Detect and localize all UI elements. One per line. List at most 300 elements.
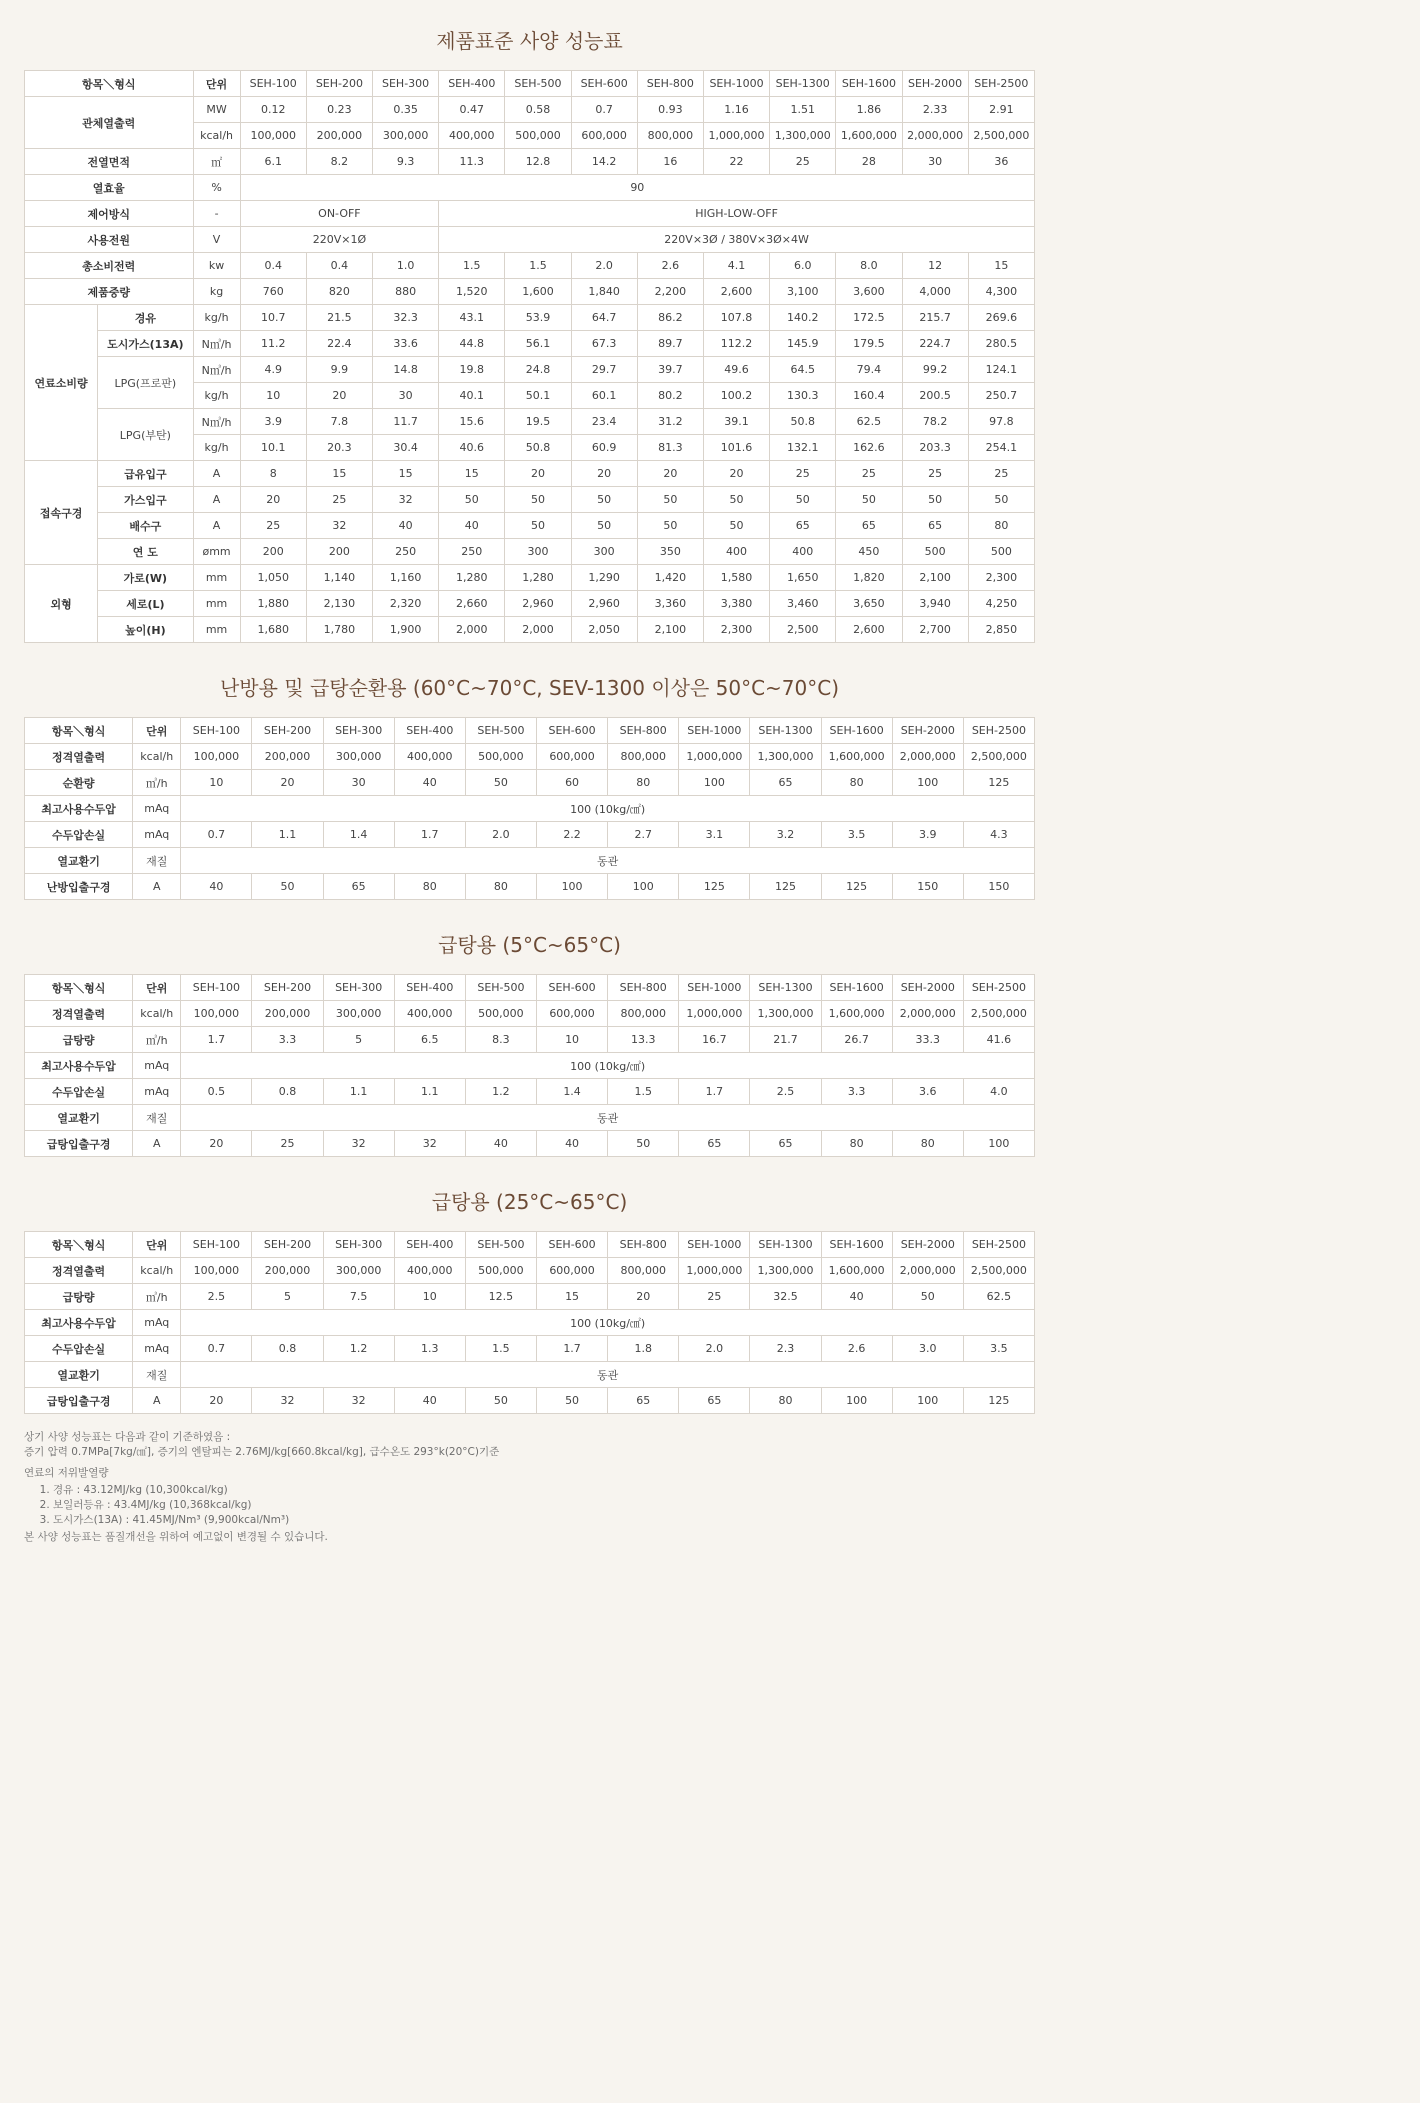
table-cell: 2,500,000 [963,744,1034,770]
table-cell: 50 [968,487,1034,513]
table-row [25,513,1035,539]
table-row [25,279,1035,305]
table-cell: 65 [750,770,821,796]
table-cell: 100 (10kg/㎠) [181,1310,1035,1336]
row-label: 사용전원 [25,227,194,253]
table-cell: 16 [637,149,703,175]
unit-cell: A [193,513,240,539]
table-cell: 130.3 [770,383,836,409]
table-cell: 80 [821,1131,892,1157]
table-cell: 7.8 [306,409,372,435]
table-cell: 125 [963,1388,1034,1414]
row-label: 수두압손실 [25,822,133,848]
table-cell: 140.2 [770,305,836,331]
row-label: 열효율 [25,175,194,201]
table-cell: 15 [537,1284,608,1310]
table-cell: 39.7 [637,357,703,383]
row-label: 열교환기 [25,1105,133,1131]
table-cell: 1.2 [465,1079,536,1105]
table-cell: 2.6 [637,253,703,279]
table-cell: 30 [902,149,968,175]
table-cell: 172.5 [836,305,902,331]
sub-label: 가스입구 [98,487,193,513]
table-cell: 80 [968,513,1034,539]
table-cell: 250 [373,539,439,565]
table-row [25,487,1035,513]
table-cell: 32 [323,1388,394,1414]
table-cell: 43.1 [439,305,505,331]
table-cell: 8 [240,461,306,487]
table-cell: 1,600,000 [821,1001,892,1027]
table-cell: 2.0 [571,253,637,279]
unit-cell: V [193,227,240,253]
table-cell: 203.3 [902,435,968,461]
table-cell: 25 [306,487,372,513]
table-cell: 23.4 [571,409,637,435]
table-cell: 2.5 [181,1284,252,1310]
table-cell: 2,000,000 [892,744,963,770]
table-cell: 250 [439,539,505,565]
header-model: SEH-200 [252,975,323,1001]
table-cell: 400 [770,539,836,565]
unit-cell: mm [193,591,240,617]
table-cell: 500,000 [465,1258,536,1284]
table-cell: 400,000 [394,1258,465,1284]
unit-cell: kcal/h [133,744,181,770]
table-cell: 동관 [181,1105,1035,1131]
table-row [25,1336,1035,1362]
table-cell: 33.6 [373,331,439,357]
table-cell: 80 [892,1131,963,1157]
table-cell: 50 [537,1388,608,1414]
unit-cell: kg/h [193,435,240,461]
table-cell: 1,680 [240,617,306,643]
header-corner: 항목＼형식 [25,71,194,97]
table-row [25,1232,1035,1258]
table-cell: 81.3 [637,435,703,461]
table-cell: 79.4 [836,357,902,383]
table-cell: 50 [465,770,536,796]
table-cell: 0.58 [505,97,571,123]
header-model: SEH-400 [394,975,465,1001]
table-cell: 220V×3Ø / 380V×3Ø×4W [439,227,1035,253]
header-model: SEH-300 [373,71,439,97]
table-cell: 2,320 [373,591,439,617]
table-cell: 0.4 [240,253,306,279]
sub-label: LPG(부탄) [98,409,193,461]
heating-value-item: 3. 도시가스(13A) : 41.45MJ/Nm³ (9,900kcal/Nm³) [53,1513,1035,1528]
table-cell: 9.9 [306,357,372,383]
table-cell: 220V×1Ø [240,227,439,253]
table-cell: 1,600,000 [821,744,892,770]
table-cell: 4,000 [902,279,968,305]
table-cell: 1,600 [505,279,571,305]
table-cell: 25 [836,461,902,487]
table-cell: 2,700 [902,617,968,643]
table-cell: 64.7 [571,305,637,331]
table-cell: 3,360 [637,591,703,617]
table-cell: 67.3 [571,331,637,357]
header-unit: 단위 [133,1232,181,1258]
table-cell: 65 [902,513,968,539]
table-cell: 100.2 [703,383,769,409]
header-model: SEH-500 [505,71,571,97]
header-model: SEH-600 [537,1232,608,1258]
table-cell: 50 [505,487,571,513]
table-cell: 100,000 [181,1258,252,1284]
table-cell: 12 [902,253,968,279]
table-cell: 40 [373,513,439,539]
table-cell: 40.1 [439,383,505,409]
table-cell: 60 [537,770,608,796]
table-cell: 14.2 [571,149,637,175]
table-cell: 800,000 [608,744,679,770]
table-cell: 150 [892,874,963,900]
table-cell: 20 [637,461,703,487]
table-cell: 32 [306,513,372,539]
table-cell: 50 [252,874,323,900]
table-cell: 0.23 [306,97,372,123]
table-cell: 1,000,000 [679,1258,750,1284]
table-cell: 60.1 [571,383,637,409]
table-cell: 1,900 [373,617,439,643]
table-cell: 1,820 [836,565,902,591]
table-cell: 8.0 [836,253,902,279]
table-cell: 125 [750,874,821,900]
table-cell: 1.5 [439,253,505,279]
table-cell: 50 [571,513,637,539]
header-model: SEH-400 [439,71,505,97]
table-cell: HIGH-LOW-OFF [439,201,1035,227]
header-model: SEH-2000 [892,975,963,1001]
table-cell: 4.9 [240,357,306,383]
table-cell: 1,000,000 [679,744,750,770]
table-cell: 400,000 [394,744,465,770]
table-cell: 25 [679,1284,750,1310]
table-cell: 25 [902,461,968,487]
table-cell: 7.5 [323,1284,394,1310]
table-cell: 14.8 [373,357,439,383]
table-cell: 300,000 [373,123,439,149]
unit-cell: kg/h [193,383,240,409]
table-cell: 31.2 [637,409,703,435]
unit-cell: mAq [133,796,181,822]
header-model: SEH-1300 [750,1232,821,1258]
table-cell: 1.5 [465,1336,536,1362]
header-model: SEH-200 [306,71,372,97]
table-cell: 2.0 [465,822,536,848]
unit-cell: - [193,201,240,227]
sub-label: 급유입구 [98,461,193,487]
unit-cell: A [133,1131,181,1157]
table-cell: 97.8 [968,409,1034,435]
row-label: 최고사용수두압 [25,1053,133,1079]
table-row [25,331,1035,357]
table-cell: 1.2 [323,1336,394,1362]
table-cell: 4.1 [703,253,769,279]
table-cell: 65 [608,1388,679,1414]
unit-cell: mAq [133,1053,181,1079]
note-steam: 증기 압력 0.7MPa[7kg/㎠], 증기의 엔탈피는 2.76MJ/kg[660.8kcal/kg], 급수온도 293°k(20°C)기준 [24,1446,500,1458]
table-cell: 107.8 [703,305,769,331]
unit-cell: N㎥/h [193,357,240,383]
table-cell: 32 [373,487,439,513]
table-cell: 1.5 [505,253,571,279]
unit-cell: A [193,487,240,513]
table-cell: 20 [252,770,323,796]
table-cell: 1.0 [373,253,439,279]
header-unit: 단위 [193,71,240,97]
table-cell: 600,000 [571,123,637,149]
row-label: 급탕입출구경 [25,1131,133,1157]
table-cell: 2,100 [637,617,703,643]
table-row [25,1362,1035,1388]
table-cell: 100,000 [181,744,252,770]
table-cell: 13.3 [608,1027,679,1053]
table-cell: 500,000 [465,744,536,770]
table-cell: 600,000 [537,1001,608,1027]
table-cell: 162.6 [836,435,902,461]
hotwater-5-65-table [24,974,1035,1157]
unit-cell: kw [193,253,240,279]
table-cell: 0.7 [181,1336,252,1362]
table-cell: 53.9 [505,305,571,331]
unit-cell: kcal/h [193,123,240,149]
table-cell: 2.5 [750,1079,821,1105]
table-cell: 1,160 [373,565,439,591]
header-corner: 항목＼형식 [25,1232,133,1258]
sub-label: 세로(L) [98,591,193,617]
header-model: SEH-800 [637,71,703,97]
header-model: SEH-500 [465,718,536,744]
unit-cell: A [193,461,240,487]
header-model: SEH-600 [537,718,608,744]
row-label: 정격열출력 [25,744,133,770]
table-cell: 80 [465,874,536,900]
table-cell: 0.5 [181,1079,252,1105]
table-cell: 3.9 [892,822,963,848]
heating-table [24,717,1035,900]
table-cell: 2.3 [750,1336,821,1362]
table-cell: 0.35 [373,97,439,123]
table-cell: 56.1 [505,331,571,357]
table-cell: 64.5 [770,357,836,383]
table-cell: 0.8 [252,1079,323,1105]
table-cell: 600,000 [537,1258,608,1284]
table-cell: 50 [505,513,571,539]
table-cell: 6.1 [240,149,306,175]
table-cell: 2,500 [770,617,836,643]
row-label: 정격열출력 [25,1258,133,1284]
group-label: 연료소비량 [25,305,98,461]
table-cell: 200 [240,539,306,565]
table-cell: 65 [750,1131,821,1157]
table-cell: 200 [306,539,372,565]
table-cell: 65 [770,513,836,539]
table-cell: 40 [537,1131,608,1157]
table-cell: 15 [306,461,372,487]
row-label: 열교환기 [25,848,133,874]
heating-value-list [24,1483,1035,1528]
table-cell: 39.1 [703,409,769,435]
table-cell: 250.7 [968,383,1034,409]
table-cell: 1,300,000 [750,1001,821,1027]
header-model: SEH-1000 [679,975,750,1001]
row-label: 총소비전력 [25,253,194,279]
table-cell: 12.5 [465,1284,536,1310]
table-cell: 125 [679,874,750,900]
table-cell: 0.8 [252,1336,323,1362]
note-heating-value-title: 연료의 저위발열량 [24,1467,109,1479]
header-model: SEH-1300 [750,718,821,744]
table-row [25,253,1035,279]
table-row [25,357,1035,383]
table-cell: 80 [608,770,679,796]
table-cell: 100 [892,1388,963,1414]
row-label: 수두압손실 [25,1079,133,1105]
table-cell: 19.8 [439,357,505,383]
table-cell: 3.3 [252,1027,323,1053]
row-label: 난방입출구경 [25,874,133,900]
table-cell: 20 [703,461,769,487]
table-cell: 동관 [181,848,1035,874]
table-row [25,1284,1035,1310]
unit-cell: MW [193,97,240,123]
table-cell: 4.3 [963,822,1034,848]
row-label: 급탕량 [25,1284,133,1310]
table-cell: 300 [505,539,571,565]
table-cell: 3.9 [240,409,306,435]
table-cell: 41.6 [963,1027,1034,1053]
table-cell: 5 [252,1284,323,1310]
table-cell: 100,000 [181,1001,252,1027]
table-row [25,770,1035,796]
table-row [25,409,1035,435]
table-cell: 6.5 [394,1027,465,1053]
table-cell: 3.0 [892,1336,963,1362]
table-cell: 65 [836,513,902,539]
table-cell: 1.7 [679,1079,750,1105]
table-cell: 1,300,000 [750,1258,821,1284]
row-label: 제어방식 [25,201,194,227]
sub-label: 높이(H) [98,617,193,643]
table-cell: 40 [394,1388,465,1414]
table-cell: 2,000,000 [892,1001,963,1027]
table-cell: 1,880 [240,591,306,617]
table-cell: 2,000,000 [892,1258,963,1284]
header-model: SEH-2500 [963,975,1034,1001]
table-cell: 820 [306,279,372,305]
table-cell: 40 [181,874,252,900]
table-row [25,617,1035,643]
table-cell: 50 [571,487,637,513]
table-cell: 80.2 [637,383,703,409]
table-cell: 2,500,000 [963,1258,1034,1284]
table-cell: 65 [323,874,394,900]
footnotes [24,1430,1035,1545]
header-model: SEH-800 [608,718,679,744]
table-cell: 1,280 [505,565,571,591]
heating-value-item: 1. 경유 : 43.12MJ/kg (10,300kcal/kg) [53,1483,1035,1498]
unit-cell: ㎥/h [133,770,181,796]
header-model: SEH-800 [608,975,679,1001]
table-row [25,975,1035,1001]
table-cell: ON-OFF [240,201,439,227]
table-cell: 1.7 [181,1027,252,1053]
table-cell: 25 [240,513,306,539]
table-cell: 0.7 [571,97,637,123]
table-cell: 1,600,000 [836,123,902,149]
table-cell: 1.86 [836,97,902,123]
table-cell: 50 [703,487,769,513]
table-row [25,1105,1035,1131]
table-cell: 20 [608,1284,679,1310]
header-model: SEH-200 [252,718,323,744]
unit-cell: % [193,175,240,201]
unit-cell: mm [193,617,240,643]
table-row [25,1053,1035,1079]
header-model: SEH-2000 [902,71,968,97]
unit-cell: ㎥/h [133,1027,181,1053]
table-row [25,1258,1035,1284]
table-cell: 30 [323,770,394,796]
hotwater-25-65-table-title: 급탕용 (25°C~65°C) [431,1190,628,1214]
table-row [25,1310,1035,1336]
table-cell: 112.2 [703,331,769,357]
table-cell: 80 [750,1388,821,1414]
table-cell: 89.7 [637,331,703,357]
table-cell: 500 [902,539,968,565]
table-cell: 215.7 [902,305,968,331]
table-row [25,796,1035,822]
unit-cell: N㎥/h [193,331,240,357]
unit-cell: kg [193,279,240,305]
table-row [25,565,1035,591]
table-cell: 132.1 [770,435,836,461]
heating-value-item: 2. 보일러등유 : 43.4MJ/kg (10,368kcal/kg) [53,1498,1035,1513]
table-cell: 50 [637,513,703,539]
table-cell: 2.33 [902,97,968,123]
table-cell: 1,520 [439,279,505,305]
table-cell: 25 [770,461,836,487]
header-model: SEH-2000 [892,718,963,744]
table-cell: 2.6 [821,1336,892,1362]
header-corner: 항목＼형식 [25,718,133,744]
table-row [25,1079,1035,1105]
header-model: SEH-1600 [821,975,892,1001]
table-cell: 100,000 [240,123,306,149]
table-cell: 2.7 [608,822,679,848]
table-cell: 99.2 [902,357,968,383]
table-cell: 2.2 [537,822,608,848]
table-cell: 269.6 [968,305,1034,331]
table-cell: 20 [306,383,372,409]
table-cell: 3.5 [963,1336,1034,1362]
table-cell: 200,000 [252,1001,323,1027]
table-cell: 1,290 [571,565,637,591]
table-cell: 125 [963,770,1034,796]
header-model: SEH-2000 [892,1232,963,1258]
header-model: SEH-1300 [750,975,821,1001]
table-cell: 15 [968,253,1034,279]
header-model: SEH-100 [181,1232,252,1258]
header-model: SEH-1000 [679,718,750,744]
table-cell: 0.4 [306,253,372,279]
table-row [25,874,1035,900]
group-label: 외형 [25,565,98,643]
sub-label: 경유 [98,305,193,331]
table-cell: 160.4 [836,383,902,409]
